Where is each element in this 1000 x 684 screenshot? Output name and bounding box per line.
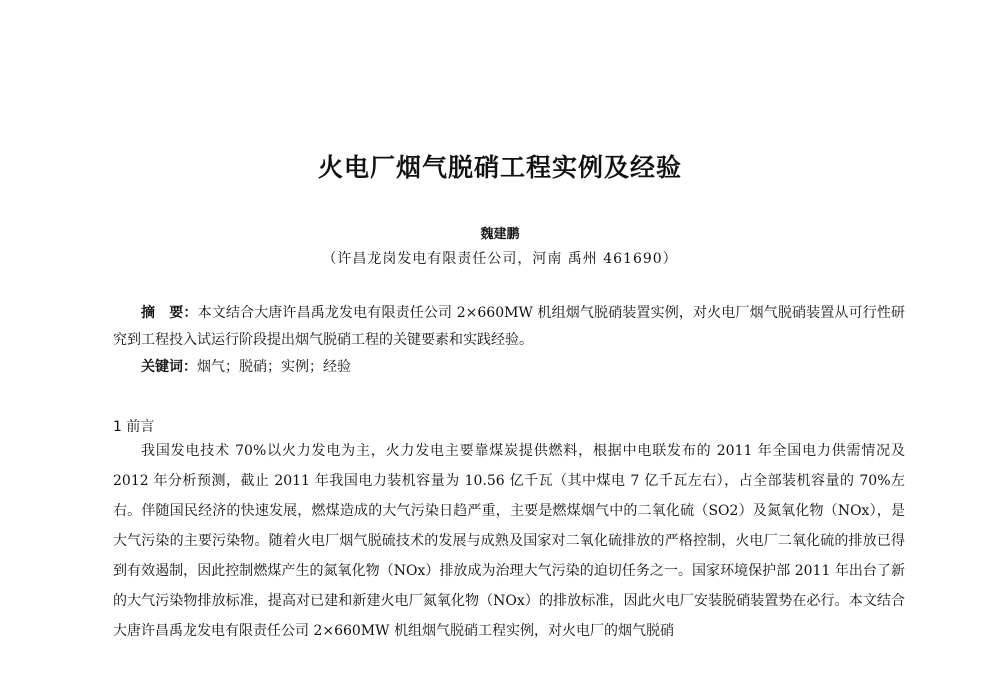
section-heading: 1 前言 xyxy=(113,419,155,435)
author-affiliation: （许昌龙岗发电有限责任公司，河南 禹州 461690） xyxy=(322,251,678,267)
abstract xyxy=(113,300,905,354)
paper-title: 火电厂烟气脱硝工程实例及经验 xyxy=(317,153,682,182)
abstract-label: 摘 要： xyxy=(141,305,198,321)
keywords xyxy=(141,356,351,376)
abstract-text: 本文结合大唐许昌禹龙发电有限责任公司 2×660MW 机组烟气脱硝装置实例，对火电厂烟气脱硝装置从可行性研究到工程投入试运行阶段提出烟气脱硝工程的关键要素和实践经验。 xyxy=(113,305,906,348)
author-name: 魏建鹏 xyxy=(480,227,520,242)
keywords-text: 烟气；脱硝；实例；经验 xyxy=(197,359,351,375)
keywords-label: 关键词： xyxy=(141,359,197,375)
section-paragraph: 我国发电技术 70%以火力发电为主，火力发电主要靠煤炭提供燃料，根据中电联发布的 2011 年全国电力供需情况及 2012 年分析预测，截止 2011 年我国电力装机容量为 10.56 亿千瓦（其中煤电 7 亿千瓦左右），占全部装机容量的 70%左右。伴随国民经济的快速发展，燃煤造成的大气污染日趋严重，主要是燃煤烟气中的二氧化硫（SO2）及氮氧化物（NOx），是大气污染的主要污染物。随着火电厂烟气脱硫技术的发展与成熟及国家对二氧化硫排放的严格控制，火电厂二氧化硫的排放已得到有效遏制，因此控制燃煤产生的氮氧化物（NOx）排放成为治理大气污染的迫切任务之一。国家环境保护部 2011 年出台了新的大气污染物排放标准，提高对已建和新建火电厂氮氧化物（NOx）的排放标准，因此火电厂安装脱硝装置势在必行。本文结合大唐许昌禹龙发电有限责任公司 2×660MW 机组烟气脱硝工程实例，对火电厂的烟气脱硝 xyxy=(113,443,905,639)
